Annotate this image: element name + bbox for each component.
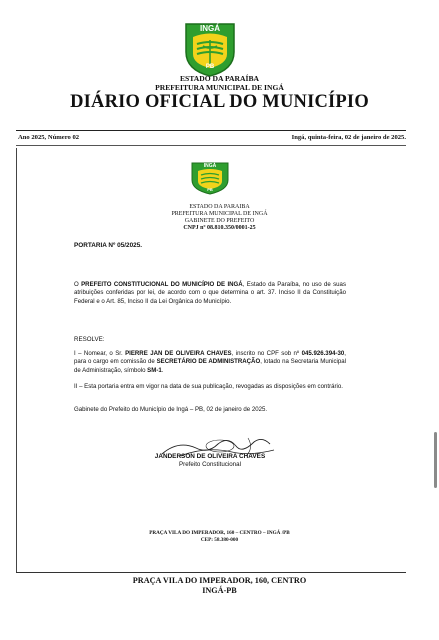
closing-paragraph: Gabinete do Prefeito do Município de Ingá – PB, 02 de janeiro de 2025.	[74, 406, 268, 413]
edition-label: Ano 2025, Número 02	[18, 134, 80, 141]
logo-text-top: INGÁ	[200, 24, 220, 33]
document-office: GABINETE DO PREFEITO	[184, 218, 255, 224]
document-logo-text-bottom: PB	[207, 187, 213, 192]
page-title: DIÁRIO OFICIAL DO MUNICÍPIO	[70, 92, 369, 112]
footer-address: PRAÇA VILA DO IMPERADOR, 160, CENTRO	[132, 576, 307, 585]
signer-name: JANDERSON DE OLIVEIRA CHAVES	[154, 453, 266, 460]
document-municipality: PREFEITURA MUNICIPAL DE INGÁ	[171, 211, 268, 217]
header-municipality: PREFEITURA MUNICIPAL DE INGÁ	[155, 83, 284, 92]
article-two-paragraph: II – Esta portaria entra em vigor na data de sua publicação, revogadas as disposições em contrário.	[74, 383, 343, 390]
document-cnpj: CNPJ nº 08.810.350/0001-25	[183, 225, 256, 231]
header-divider	[16, 130, 406, 131]
preamble-text-a: O	[74, 281, 82, 288]
appointee-position: SECRETÁRIO DE ADMINISTRAÇÃO	[156, 358, 261, 366]
footer-city: INGÁ-PB	[202, 586, 237, 595]
appointee-name: PIERRE JAN DE OLIVEIRA CHAVES	[125, 350, 232, 357]
document-footer-address: PRAÇA VILA DO IMPERADOR, 160 – CENTRO – INGÁ /PB	[149, 530, 290, 536]
vertical-scrollbar[interactable]	[434, 432, 437, 488]
article-one-paragraph	[74, 350, 346, 375]
position-symbol: SM-1	[147, 366, 162, 374]
document-state: ESTADO DA PARAIBA	[189, 204, 250, 210]
edition-divider	[16, 145, 406, 146]
logo-text-bottom: PB	[205, 64, 215, 70]
preamble-paragraph	[74, 281, 346, 306]
article-one-text-c: , inscrito no CPF sob nº	[231, 350, 302, 357]
preamble-text-b: PREFEITO CONSTITUCIONAL DO MUNICÍPIO DE INGÁ	[81, 281, 243, 288]
edition-date: Ingá, quinta-feira, 02 de janeiro de 2025.	[291, 134, 406, 141]
document-logo-text-top: INGÁ	[203, 163, 217, 169]
header-state: ESTADO DA PARAÍBA	[179, 74, 260, 83]
signer-role: Prefeito Constitucional	[179, 461, 241, 468]
article-one-text-i: .	[161, 366, 164, 374]
document-footer-cep: CEP: 58.380-000	[200, 537, 239, 543]
appointee-cpf: 045.926.394-30	[301, 350, 345, 357]
resolve-heading: RESOLVE:	[74, 336, 105, 343]
preamble-text-c: , Estado da Paraíba, no uso de suas atribuições conferidas por lei, de acordo com o que determina o art. 37. Inciso II da Constituição Federal e o Art. 85, Inciso II da Lei Orgânica do Município.	[74, 281, 346, 305]
article-one-text-a: I – Nomear, o Sr.	[74, 350, 126, 357]
ordinance-number: PORTARIA Nº 05/2025.	[74, 242, 143, 249]
article-one-text-e: , para o cargo em comissão de	[74, 350, 346, 366]
article-one-text-g: , lotado na Secretaria Municipal de Administração, símbolo	[74, 358, 346, 374]
footer-divider	[16, 572, 406, 573]
